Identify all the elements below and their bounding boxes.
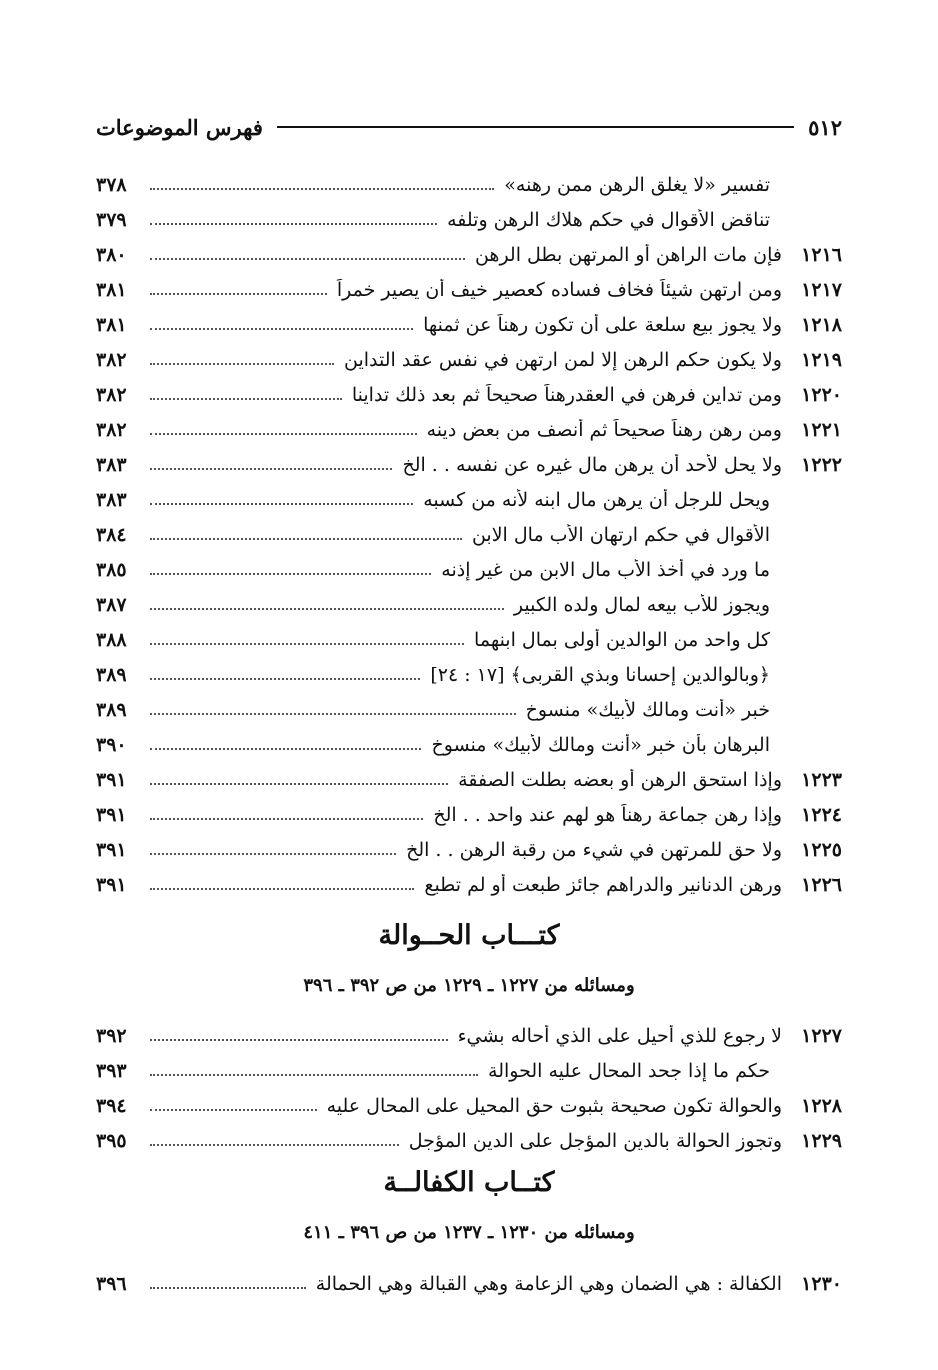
entry-page: ٣٨١	[96, 278, 127, 301]
index-entry	[96, 1088, 842, 1123]
entry-title: ويحل للرجل أن يرهن مال ابنه لأنه من كسبه	[423, 488, 770, 511]
entry-number: ١٢٢٥	[801, 838, 842, 861]
entry-title: ومن ارتهن شيئاً فخاف فساده كعصير خيف أن يصير خمراً	[336, 278, 782, 301]
entry-page: ٣٨٤	[96, 523, 127, 546]
dot-leader	[150, 783, 448, 785]
dot-leader	[150, 503, 413, 505]
entry-title: البرهان بأن خبر «أنت ومالك لأبيك» منسوخ	[431, 733, 770, 756]
entry-page: ٣٨٣	[96, 453, 127, 476]
entry-title: ما ورد في أخذ الأب مال الابن من غير إذنه	[441, 558, 770, 581]
index-entry	[96, 1123, 842, 1158]
entry-title: وإذا استحق الرهن أو بعضه بطلت الصفقة	[458, 768, 782, 791]
index-entry	[96, 307, 842, 342]
dot-leader	[150, 223, 437, 225]
entry-number: ١٢١٧	[801, 278, 842, 301]
entry-page: ٣٩١	[96, 768, 127, 791]
entry-title: خبر «أنت ومالك لأبيك» منسوخ	[525, 698, 770, 721]
entry-page: ٣٨١	[96, 313, 127, 336]
index-entry	[96, 447, 842, 482]
section-subtitle-hawala: ومسائله من ١٢٢٧ ـ ١٢٢٩ من ص ٣٩٢ ـ ٣٩٦	[303, 975, 635, 996]
dot-leader	[150, 1074, 478, 1076]
dot-leader	[150, 398, 342, 400]
index-entry	[96, 517, 842, 552]
entry-page: ٣٨٨	[96, 628, 127, 651]
entry-number: ١٢٢٣	[801, 768, 842, 791]
entry-title: والحوالة تكون صحيحة بثبوت حق المحيل على المحال عليه	[326, 1094, 782, 1117]
entry-number: ١٢٢٤	[801, 803, 842, 826]
entry-number: ١٢٢٠	[801, 383, 842, 406]
entry-title: ﴿وبالوالدين إحسانا وبذي القربى﴾ [١٧ : ٢٤]	[430, 663, 770, 686]
entry-title: ويجوز للأب بيعه لمال ولده الكبير	[513, 593, 770, 616]
index-entry	[96, 692, 842, 727]
entries-list-rahn	[96, 167, 842, 902]
entry-title: كل واحد من الوالدين أولى بمال ابنهما	[474, 628, 770, 651]
entry-page: ٣٨٣	[96, 488, 127, 511]
index-entry	[96, 377, 842, 412]
dot-leader	[150, 1039, 448, 1041]
entry-title: ومن رهن رهناً صحيحاً ثم أنصف من بعض دينه	[426, 418, 782, 441]
entry-number: ١٢٢٩	[801, 1129, 842, 1152]
dot-leader	[150, 328, 413, 330]
index-entry	[96, 587, 842, 622]
index-entry	[96, 1053, 842, 1088]
index-entry	[96, 727, 842, 762]
entry-page: ٣٩٠	[96, 733, 127, 756]
entry-title: الأقوال في حكم ارتهان الأب مال الابن	[471, 523, 770, 546]
index-entry	[96, 1266, 842, 1301]
entry-number: ١٢١٨	[801, 313, 842, 336]
index-entry	[96, 552, 842, 587]
index-entry	[96, 272, 842, 307]
index-entry	[96, 202, 842, 237]
dot-leader	[150, 678, 420, 680]
entry-page: ٣٨٩	[96, 663, 127, 686]
entry-page: ٣٨٥	[96, 558, 127, 581]
index-entry	[96, 832, 842, 867]
index-entry	[96, 167, 842, 202]
entry-page: ٣٨٢	[96, 348, 127, 371]
entry-page: ٣٧٨	[96, 173, 127, 196]
running-title: فهرس الموضوعات	[96, 114, 263, 140]
page-header	[96, 110, 842, 144]
entry-page: ٣٨٢	[96, 418, 127, 441]
index-entry	[96, 867, 842, 902]
dot-leader	[150, 713, 516, 715]
dot-leader	[150, 363, 334, 365]
entry-title: لا رجوع للذي أحيل على الذي أحاله بشيء	[457, 1024, 782, 1047]
entry-number: ١٢٢٦	[801, 873, 842, 896]
dot-leader	[150, 608, 504, 610]
entry-page: ٣٩٥	[96, 1129, 127, 1152]
dot-leader	[150, 1144, 399, 1146]
entry-number: ١٢٢١	[801, 418, 842, 441]
entry-title: ولا حق للمرتهن في شيء من رقبة الرهن . . الخ	[406, 838, 782, 861]
index-entry	[96, 237, 842, 272]
dot-leader	[150, 818, 423, 820]
dot-leader	[150, 1109, 317, 1111]
entry-number: ١٢٢٨	[801, 1094, 842, 1117]
entry-page: ٣٩٣	[96, 1059, 127, 1082]
entry-title: وتجوز الحوالة بالدين المؤجل على الدين المؤجل	[408, 1129, 782, 1152]
dot-leader	[150, 538, 462, 540]
entry-page: ٣٨٩	[96, 698, 127, 721]
entry-page: ٣٩٦	[96, 1272, 127, 1295]
dot-leader	[150, 188, 494, 190]
index-entry	[96, 342, 842, 377]
entry-number: ١٢٢٢	[801, 453, 842, 476]
entry-page: ٣٨٧	[96, 593, 127, 616]
entry-title: ولا يكون حكم الرهن إلا لمن ارتهن في نفس عقد التداين	[344, 348, 782, 371]
index-entry	[96, 762, 842, 797]
index-entry	[96, 797, 842, 832]
page-number: ٥١٢	[808, 114, 842, 140]
entry-title: ورهن الدنانير والدراهم جائز طبعت أو لم تطبع	[424, 873, 782, 896]
index-entry	[96, 1018, 842, 1053]
header-rule	[277, 126, 794, 128]
entry-title: فإن مات الراهن أو المرتهن بطل الرهن	[474, 243, 782, 266]
dot-leader	[150, 1287, 306, 1289]
entries-list-hawala	[96, 1018, 842, 1158]
entry-title: وإذا رهن جماعة رهناً هو لهم عند واحد . . الخ	[433, 803, 782, 826]
entry-title: ولا يحل لأحد أن يرهن مال غيره عن نفسه . . الخ	[402, 453, 782, 476]
entry-number: ١٢١٦	[801, 243, 842, 266]
entry-page: ٣٨٢	[96, 383, 127, 406]
dot-leader	[150, 468, 392, 470]
dot-leader	[150, 853, 396, 855]
section-subtitle-kafala: ومسائله من ١٢٣٠ ـ ١٢٣٧ من ص ٣٩٦ ـ ٤١١	[303, 1222, 635, 1243]
entry-title: تفسير «لا يغلق الرهن ممن رهنه»	[504, 173, 770, 196]
index-entry	[96, 482, 842, 517]
dot-leader	[150, 643, 464, 645]
entry-page: ٣٩١	[96, 803, 127, 826]
entry-title: ولا يجوز بيع سلعة على أن تكون رهناً عن ثمنها	[423, 313, 782, 336]
entry-page: ٣٩١	[96, 838, 127, 861]
index-entry	[96, 657, 842, 692]
entry-title: حكم ما إذا جحد المحال عليه الحوالة	[488, 1059, 770, 1082]
entry-page: ٣٩٢	[96, 1024, 127, 1047]
dot-leader	[150, 573, 431, 575]
entry-number: ١٢٢٧	[801, 1024, 842, 1047]
index-entry	[96, 622, 842, 657]
entry-page: ٣٨٠	[96, 243, 127, 266]
dot-leader	[150, 293, 327, 295]
entry-page: ٣٩١	[96, 873, 127, 896]
dot-leader	[150, 433, 417, 435]
entry-title: الكفالة : هي الضمان وهي الزعامة وهي القبالة وهي الحمالة	[315, 1272, 782, 1295]
dot-leader	[150, 748, 421, 750]
entry-number: ١٢١٩	[801, 348, 842, 371]
section-title-hawala: كتـــاب الحــوالة	[378, 920, 560, 951]
dot-leader	[150, 888, 414, 890]
entry-title: ومن تداين فرهن في العقدرهناً صحيحاً ثم بعد ذلك تداينا	[351, 383, 782, 406]
entry-title: تناقض الأقوال في حكم هلاك الرهن وتلفه	[447, 208, 770, 231]
entry-number: ١٢٣٠	[801, 1272, 842, 1295]
index-entry	[96, 412, 842, 447]
entries-list-kafala	[96, 1266, 842, 1301]
entry-page: ٣٩٤	[96, 1094, 127, 1117]
entry-page: ٣٧٩	[96, 208, 127, 231]
dot-leader	[150, 258, 465, 260]
section-title-kafala: كتــاب الكفالــة	[383, 1167, 555, 1198]
